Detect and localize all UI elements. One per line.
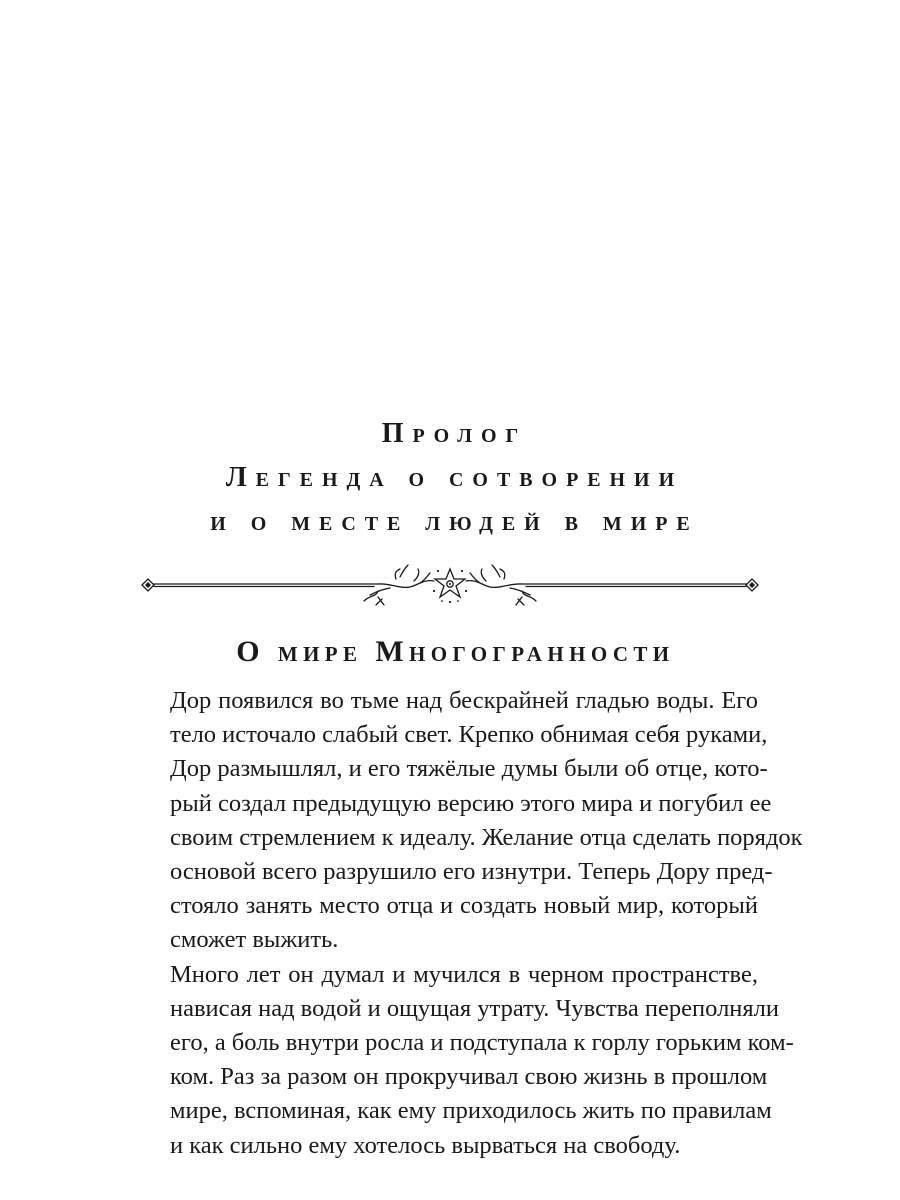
text-line: стояло занять место отца и создать новый мир, который — [170, 892, 758, 920]
chapter-title-line-2: и о месте людей в мире — [210, 506, 699, 537]
body-text — [170, 684, 803, 1163]
text-line: Дор появился во тьме над бескрайней гладью воды. Его — [170, 687, 758, 714]
section-title: О мире Многогранности — [236, 635, 675, 668]
text-line: рый создал предыдущую версию этого мира и погубил ее — [170, 789, 772, 817]
chapter-heading — [0, 412, 900, 544]
paragraph — [170, 958, 794, 1163]
floral-divider-icon — [138, 561, 762, 609]
text-line: тело источало слабый свет. Крепко обнимая себя руками, — [170, 721, 768, 749]
text-line: его, а боль внутри росла и подступала к горлу горьким ком- — [170, 1029, 794, 1057]
paragraph — [170, 684, 803, 958]
text-line: основой всего разрушило его изнутри. Теперь Дору пред- — [170, 858, 773, 886]
chapter-label: Пролог — [381, 418, 528, 449]
text-line: мире, вспоминая, как ему приходилось жить по правилам — [170, 1097, 772, 1125]
text-line: Много лет он думал и мучился в черном пространстве, — [170, 960, 758, 988]
text-line: ком. Раз за разом он прокручивал свою жизнь в прошлом — [170, 1063, 768, 1091]
text-line: и как сильно ему хотелось вырваться на свободу. — [170, 1131, 681, 1159]
text-line: Дор размышлял, и его тяжёлые думы были об отце, кото- — [170, 755, 768, 783]
chapter-title-line-1: Легенда о сотворении — [225, 462, 684, 493]
text-line: нависая над водой и ощущая утрату. Чувства переполняли — [170, 994, 780, 1022]
text-line: своим стремлением к идеалу. Желание отца сделать порядок — [170, 823, 803, 851]
text-line: сможет выжить. — [170, 926, 339, 954]
